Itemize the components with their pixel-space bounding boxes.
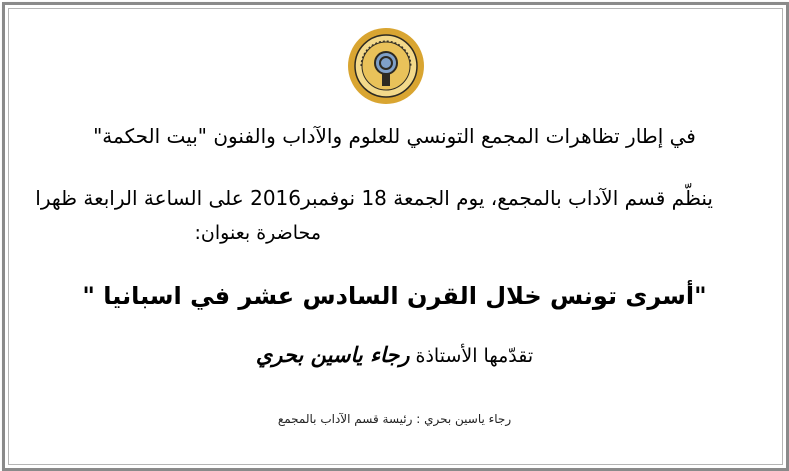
academy-seal-icon: [347, 27, 425, 105]
organizer-line: ينظّم قسم الآداب بالمجمع، يوم الجمعة 18 نوفمبر2016 على الساعة الرابعة ظهرا: [35, 186, 713, 210]
presenter-prefix: تقدّمها الأستاذة: [415, 345, 534, 367]
presenter-name: رجاء ياسين بحري: [255, 343, 410, 367]
footer-note: رجاء ياسين بحري : رئيسة قسم الآداب بالمجمع: [277, 412, 512, 426]
presenter-line: [0, 343, 789, 367]
intro-line: في إطار تظاهرات المجمع التونسي للعلوم والآداب والفنون "بيت الحكمة": [93, 124, 696, 148]
lecture-label: محاضرة بعنوان:: [194, 222, 321, 244]
lecture-title: "أسرى تونس خلال القرن السادس عشر في اسبانيا ": [82, 282, 707, 310]
